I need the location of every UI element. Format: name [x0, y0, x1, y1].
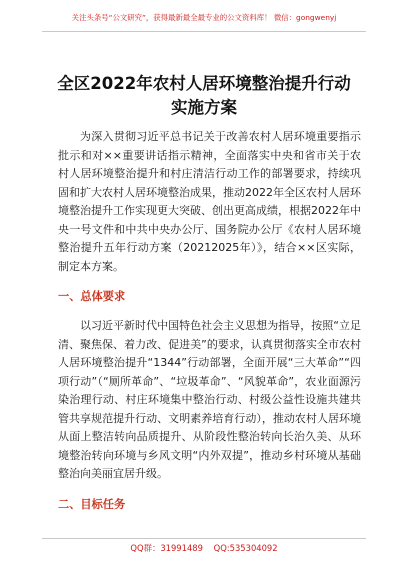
section-heading-general-requirements: 一、总体要求: [58, 290, 126, 303]
page-footer: [42, 541, 366, 555]
intro-paragraph: 为深入贯彻习近平总书记关于改善农村人居环境重要指示批示和对××重要讲话指示精神，全面落实中央和省市关于农村人居环境整治提升和村庄清洁行动工作的部署要求，持续巩固和扩大农村人居环境整治成果，推动2022年全区农村人居环境整治提升工作实现更大突破、创出更高成绩，根据2022年中央一号文件和中共中央办公厅、国务院办公厅《农村人居环境整治提升五年行动方案（20212025年）》，结合××区实际，制定本方案。: [58, 130, 361, 273]
footer-divider: [42, 538, 366, 539]
footer-qq: QQ:535304092: [213, 543, 278, 553]
general-requirements-paragraph: 以习近平新时代中国特色社会主义思想为指导，按照“立足清、聚焦保、着力改、促进美”的要求，认真贯彻落实全市农村人居环境整治提升“1344”行动部署，全面开展“三大革命”“四项行动”（“厕所革命”、“垃圾革命”、“风貌革命”，农业面源污染治理行动、村庄环境集中整治行动、村级公益性设施共建共管共享规范提升行动、文明素养培育行动），推动农村人居环境从面上整洁转向品质提升、从阶段性整治转向长治久美、从环境整治转向环境与乡风文明“内外双提”，推动乡村环境从基础整治向美丽宜居升级。: [58, 319, 361, 480]
page-header: 关注头条号“公文研究”，获得最新最全最专业的公文资料库！ 微信：gongwenyj: [71, 13, 337, 22]
document-body: [58, 128, 361, 525]
header-divider: [42, 31, 366, 32]
footer-qq-group: QQ群：31991489: [130, 543, 203, 553]
section-heading-goals-tasks: 二、目标任务: [58, 497, 126, 511]
document-title: 全区2022年农村人居环境整治提升行动实施方案: [57, 74, 351, 117]
